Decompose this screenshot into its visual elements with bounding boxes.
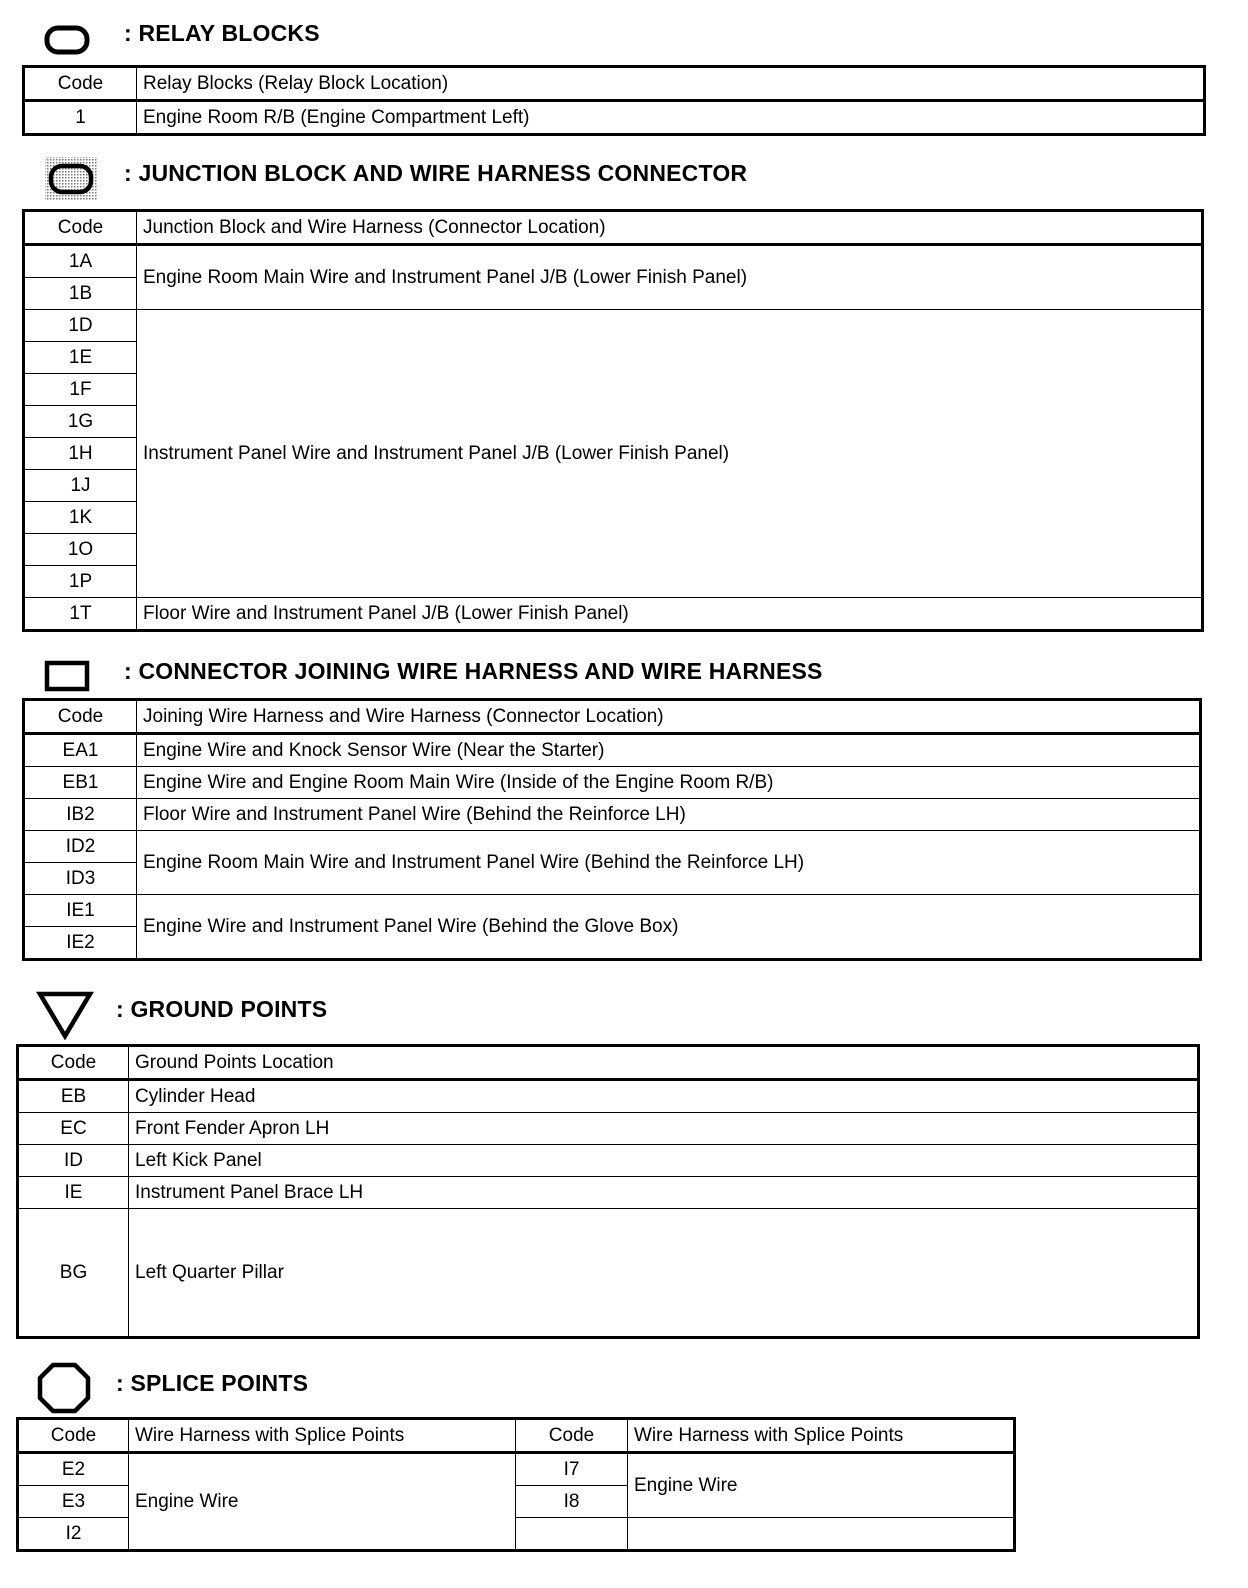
location-cell: Floor Wire and Instrument Panel J/B (Lower Finish Panel) xyxy=(137,598,1202,630)
code-cell: 1K xyxy=(25,502,137,534)
code-cell: E3 xyxy=(19,1486,129,1518)
code-cell: I8 xyxy=(516,1486,628,1518)
code-cell: IE2 xyxy=(25,927,137,959)
table-row xyxy=(25,598,1202,630)
harness-cell-empty xyxy=(628,1518,1014,1550)
splice-points-title: : SPLICE POINTS xyxy=(116,1370,309,1396)
table-row xyxy=(25,245,1202,278)
table-row xyxy=(25,799,1200,831)
location-cell: Cylinder Head xyxy=(129,1080,1198,1113)
harness-cell: Engine Wire xyxy=(129,1453,516,1550)
code-header: Code xyxy=(19,1420,129,1453)
code-cell: BG xyxy=(19,1209,129,1337)
code-cell: EA1 xyxy=(25,734,137,767)
relay-blocks-table xyxy=(24,67,1204,134)
location-cell: Left Kick Panel xyxy=(129,1145,1198,1177)
location-cell: Engine Wire and Knock Sensor Wire (Near the Starter) xyxy=(137,734,1200,767)
table-row xyxy=(25,767,1200,799)
code-cell: 1J xyxy=(25,470,137,502)
table-row xyxy=(19,1453,1014,1486)
location-cell: Floor Wire and Instrument Panel Wire (Behind the Reinforce LH) xyxy=(137,799,1200,831)
location-cell: Engine Room R/B (Engine Compartment Left) xyxy=(137,101,1204,134)
code-cell: EB xyxy=(19,1080,129,1113)
table-row xyxy=(25,831,1200,863)
location-cell: Instrument Panel Brace LH xyxy=(129,1177,1198,1209)
code-cell: E2 xyxy=(19,1453,129,1486)
code-header: Code xyxy=(25,68,137,101)
table-row xyxy=(19,1113,1198,1145)
table-row xyxy=(19,1145,1198,1177)
table-row xyxy=(19,1080,1198,1113)
junction-block-table xyxy=(24,211,1202,630)
location-cell: Engine Room Main Wire and Instrument Panel Wire (Behind the Reinforce LH) xyxy=(137,831,1200,895)
location-cell: Front Fender Apron LH xyxy=(129,1113,1198,1145)
table-header-row xyxy=(19,1047,1198,1080)
code-cell: 1H xyxy=(25,438,137,470)
code-cell: 1G xyxy=(25,406,137,438)
location-header: Joining Wire Harness and Wire Harness (Connector Location) xyxy=(137,701,1200,734)
connector-icon xyxy=(44,660,90,692)
code-cell: IE xyxy=(19,1177,129,1209)
code-header: Code xyxy=(19,1047,129,1080)
code-cell: 1F xyxy=(25,374,137,406)
location-cell: Engine Room Main Wire and Instrument Panel J/B (Lower Finish Panel) xyxy=(137,245,1202,310)
code-cell: ID xyxy=(19,1145,129,1177)
location-cell: Engine Wire and Engine Room Main Wire (Inside of the Engine Room R/B) xyxy=(137,767,1200,799)
location-header: Relay Blocks (Relay Block Location) xyxy=(137,68,1204,101)
junction-block-icon xyxy=(44,156,98,202)
location-cell: Engine Wire and Instrument Panel Wire (Behind the Glove Box) xyxy=(137,895,1200,959)
code-cell xyxy=(516,1518,628,1550)
code-cell: IE1 xyxy=(25,895,137,927)
location-header: Ground Points Location xyxy=(129,1047,1198,1080)
relay-blocks-title: : RELAY BLOCKS xyxy=(124,20,320,46)
code-cell: 1O xyxy=(25,534,137,566)
code-header: Code xyxy=(25,212,137,245)
connector-table xyxy=(24,700,1200,959)
table-row xyxy=(25,310,1202,342)
table-header-row xyxy=(25,212,1202,245)
splice-points-table xyxy=(18,1419,1014,1550)
connector-title: : CONNECTOR JOINING WIRE HARNESS AND WIRE HARNESS xyxy=(124,658,823,684)
location-cell: Left Quarter Pillar xyxy=(129,1209,1198,1337)
table-header-row xyxy=(25,701,1200,734)
code-cell: 1A xyxy=(25,245,137,278)
splice-point-icon xyxy=(36,1362,92,1414)
code-cell: I7 xyxy=(516,1453,628,1486)
code-header: Code xyxy=(516,1420,628,1453)
code-cell: EB1 xyxy=(25,767,137,799)
location-cell: Instrument Panel Wire and Instrument Panel J/B (Lower Finish Panel) xyxy=(137,310,1202,598)
table-row xyxy=(25,895,1200,927)
junction-block-title: : JUNCTION BLOCK AND WIRE HARNESS CONNECTOR xyxy=(124,160,748,186)
harness-cell: Engine Wire xyxy=(628,1453,1014,1518)
ground-point-icon xyxy=(36,990,94,1040)
location-header: Junction Block and Wire Harness (Connector Location) xyxy=(137,212,1202,245)
code-cell: 1B xyxy=(25,278,137,310)
table-row xyxy=(19,1177,1198,1209)
table-header-row xyxy=(19,1420,1014,1453)
harness-header: Wire Harness with Splice Points xyxy=(628,1420,1014,1453)
table-row xyxy=(25,101,1204,134)
code-cell: EC xyxy=(19,1113,129,1145)
code-cell: I2 xyxy=(19,1518,129,1550)
code-cell: ID3 xyxy=(25,863,137,895)
code-cell: 1T xyxy=(25,598,137,630)
code-cell: 1D xyxy=(25,310,137,342)
code-cell: IB2 xyxy=(25,799,137,831)
code-cell: 1P xyxy=(25,566,137,598)
harness-header: Wire Harness with Splice Points xyxy=(129,1420,516,1453)
code-cell: ID2 xyxy=(25,831,137,863)
table-row xyxy=(25,734,1200,767)
ground-points-table xyxy=(18,1046,1198,1337)
code-cell: 1E xyxy=(25,342,137,374)
table-row xyxy=(19,1209,1198,1337)
relay-block-icon xyxy=(44,24,92,56)
code-cell: 1 xyxy=(25,101,137,134)
code-header: Code xyxy=(25,701,137,734)
table-header-row xyxy=(25,68,1204,101)
ground-points-title: : GROUND POINTS xyxy=(116,996,328,1022)
